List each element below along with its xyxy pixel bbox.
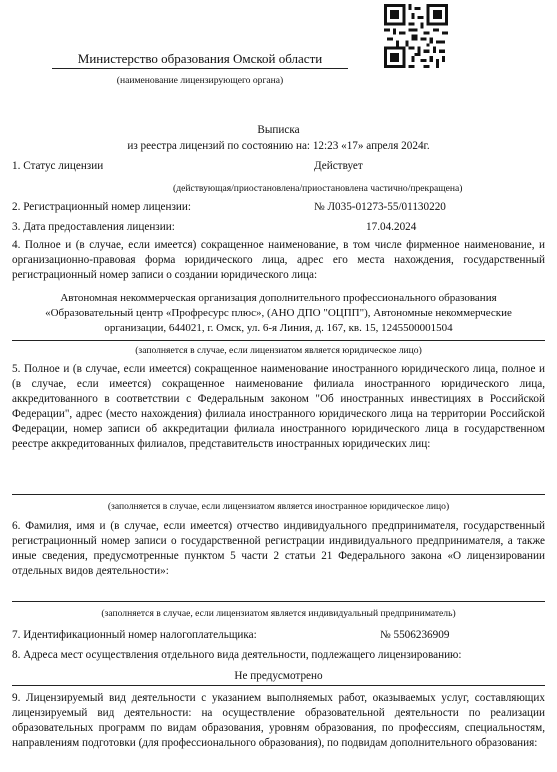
- license-date-value: 17.04.2024: [366, 221, 417, 233]
- qr-code-icon: [384, 4, 448, 68]
- activity-addresses-label: 8. Адреса мест осуществления отдельного вида деятельности, подлежащего лицензированию:: [12, 649, 462, 661]
- foreign-entity-underline: [12, 494, 545, 495]
- foreign-entity-caption: (заполняется в случае, если лицензиатом является иностранное юридическое лицо): [107, 501, 450, 512]
- ministry-caption: (наименование лицензирующего органа): [116, 75, 284, 86]
- license-status-value: Действует: [314, 160, 363, 172]
- legal-entity-caption: (заполняется в случае, если лицензиатом является юридическое лицо): [135, 345, 422, 356]
- ministry-underline: [52, 68, 348, 69]
- legal-entity-value: Автономная некоммерческая организация дополнительного профессионального образования «Образовательный центр «Профресурс плюс», (АНО ДПО "ОЦПП"), Автономные некоммерческие организации, 644021, г. Омск, ул. 6-я Линия, д. 167, кв. 15, 1245500001504: [45, 292, 512, 334]
- document-title: Выписка: [257, 124, 300, 136]
- inn-value: № 5506236909: [380, 629, 450, 641]
- inn-label: 7. Идентификационный номер налогоплательщика:: [12, 629, 257, 641]
- entrepreneur-underline: [12, 601, 545, 602]
- foreign-entity-heading: 5. Полное и (в случае, если имеется) сокращенное наименование иностранного юридического лица, полное и (в случае, если имеется) сокращенное наименование филиала иностранного юридического лица, аккредитованного в соответствии с Федеральным законом "Об иностранных инвестициях в Российской Федерации", адрес (место нахождения) филиала иностранного юридического лица на территории Российской Федерации, номер записи об аккредитации филиала иностранного юридического лица в государственном реестре аккредитованных филиалов, представительств иностранных юридических лиц:: [12, 363, 545, 450]
- entrepreneur-caption: (заполняется в случае, если лицензиатом является индивидуальный предприниматель): [101, 608, 456, 619]
- registration-number-label: 2. Регистрационный номер лицензии:: [12, 201, 192, 213]
- license-date-label: 3. Дата предоставления лицензии:: [12, 221, 175, 233]
- legal-entity-heading: 4. Полное и (в случае, если имеется) сокращенное наименование, в том числе фирменное наименование, и организационно-правовая форма юридического лица, адрес его места нахождения, государственный регистрационный номер записи о создании юридического лица:: [12, 239, 545, 281]
- document-subtitle: из реестра лицензий по состоянию на: 12:23 «17» апреля 2024г.: [127, 140, 430, 152]
- registration-number-value: № Л035-01273-55/01130220: [314, 201, 446, 213]
- legal-entity-underline: [12, 340, 545, 341]
- licensed-activity-heading: 9. Лицензируемый вид деятельности с указанием выполняемых работ, оказываемых услуг, составляющих лицензируемый вид деятельности: на осуществление образовательной деятельности по реализации образовательных программ по видам образования, уровням образования, по профессиям, специальностям, направлениям подготовки (для профессионального образования), по подвидам дополнительного образования:: [12, 692, 545, 749]
- license-status-label: 1. Статус лицензии: [12, 160, 104, 172]
- ministry-name: Министерство образования Омской области: [77, 51, 323, 66]
- activity-addresses-value: Не предусмотрено: [234, 670, 323, 682]
- license-status-caption: (действующая/приостановлена/приостановлена частично/прекращена): [173, 183, 463, 194]
- activity-addresses-underline: [12, 685, 545, 686]
- entrepreneur-heading: 6. Фамилия, имя и (в случае, если имеется) отчество индивидуального предпринимателя, государственный регистрационный номер записи о государственной регистрации индивидуального предпринимателя, а также иные сведения, предусмотренные пунктом 5 части 2 статьи 21 Федерального закона «О лицензировании отдельных видов деятельности»:: [12, 520, 545, 577]
